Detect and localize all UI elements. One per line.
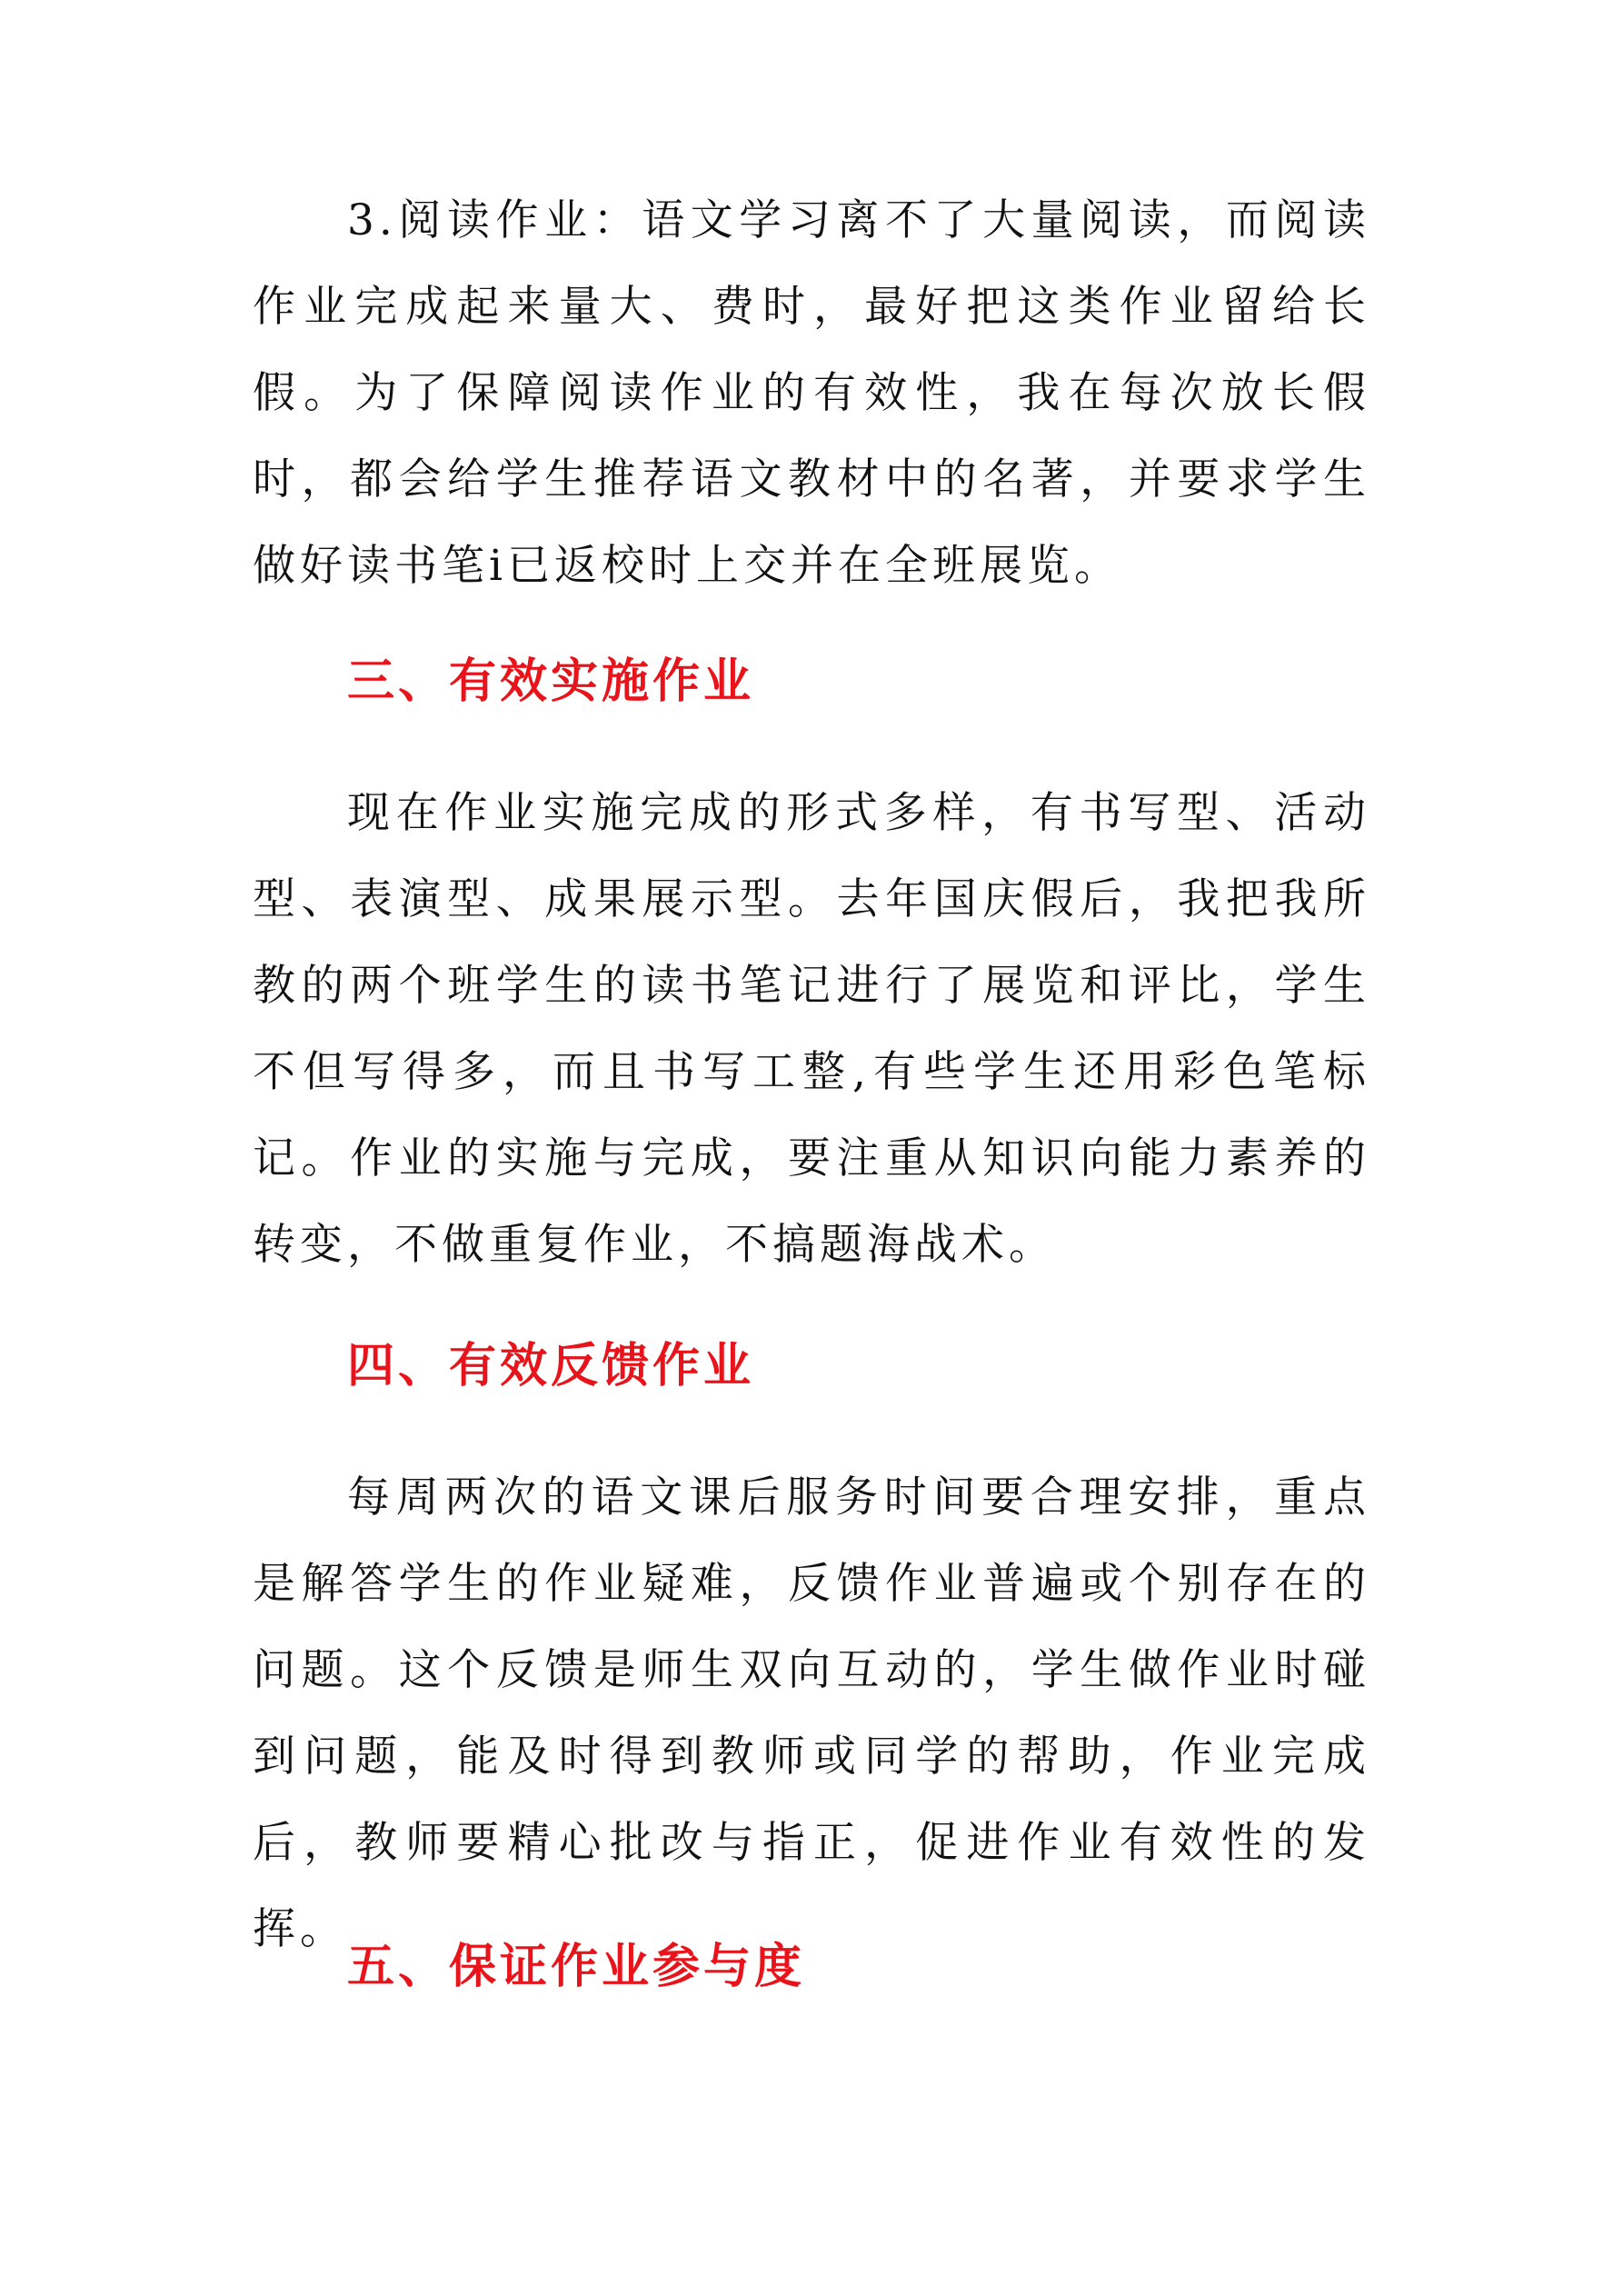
paragraph-reading-homework: 3.阅读作业：语文学习离不了大量阅读，而阅读作业完成起来量大、费时，最好把这类作业留给长假。为了保障阅读作业的有效性，我在每次放长假时，都会给学生推荐语文教材中的名著，并要求学生做好读书笔i已返校时上交并在全班展览。 — [253, 195, 1370, 591]
paragraph-feedback: 每周两次的语文课后服务时间要合理安排，重点是解答学生的作业疑难，反馈作业普遍或个别存在的问题。这个反馈是师生双向互动的，学生做作业时碰到问题，能及时得到教师或同学的帮助，作业完成后，教师要精心批改与指正，促进作业有效性的发挥。 — [253, 1472, 1370, 1954]
paragraph-implementation: 现在作业实施完成的形式多样，有书写型、活动型、表演型、成果展示型。去年国庆假后，我把我所教的两个班学生的读书笔记进行了展览和评比，学生不但写得多，而且书写工整,有些学生还用彩色笔标记。作业的实施与完成，要注重从知识向能力素养的转变，不做重复作业，不搞题海战术。 — [253, 788, 1370, 1270]
section-heading-implement-homework: 三、有效实施作业 — [347, 654, 755, 709]
section-heading-participation: 五、保证作业参与度 — [347, 1939, 806, 1994]
section-heading-feedback-homework: 四、有效反馈作业 — [347, 1338, 755, 1393]
